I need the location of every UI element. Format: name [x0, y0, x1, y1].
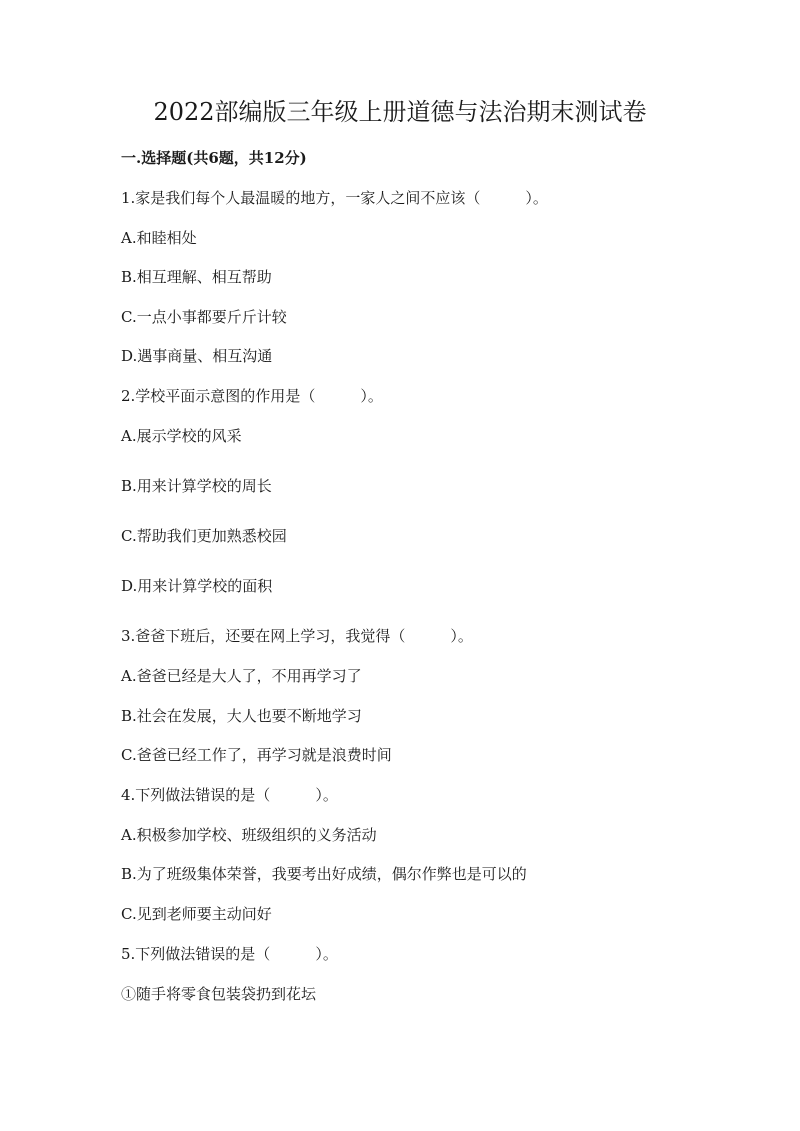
question-2-option-a: A.展示学校的风采 [121, 427, 242, 445]
question-2-option-b: B.用来计算学校的周长 [121, 477, 272, 495]
question-2-option-d: D.用来计算学校的面积 [121, 577, 273, 595]
question-1-stem: 1.家是我们每个人最温暖的地方，一家人之间不应该（ ）。 [121, 189, 548, 207]
question-2-option-c: C.帮助我们更加熟悉校园 [121, 527, 287, 545]
question-1-option-a: A.和睦相处 [121, 229, 197, 247]
question-1-option-c: C.一点小事都要斤斤计较 [121, 308, 287, 326]
question-3-option-a: A.爸爸已经是大人了，不用再学习了 [121, 667, 362, 685]
exam-title: 2022部编版三年级上册道德与法治期末测试卷 [153, 98, 647, 126]
question-4-option-c: C.见到老师要主动问好 [121, 905, 272, 923]
question-2-stem: 2.学校平面示意图的作用是（ ）。 [121, 387, 383, 405]
question-5-stem: 5.下列做法错误的是（ ）。 [121, 945, 338, 963]
question-1-option-d: D.遇事商量、相互沟通 [121, 347, 273, 365]
question-3-stem: 3.爸爸下班后，还要在网上学习，我觉得（ ）。 [121, 627, 473, 645]
question-5-item-1: ①随手将零食包装袋扔到花坛 [121, 985, 317, 1003]
question-4-option-a: A.积极参加学校、班级组织的义务活动 [121, 826, 377, 844]
question-1-option-b: B.相互理解、相互帮助 [121, 268, 272, 286]
question-4-stem: 4.下列做法错误的是（ ）。 [121, 786, 338, 804]
section-heading: 一.选择题(共6题，共12分) [121, 149, 307, 167]
question-4-option-b: B.为了班级集体荣誉，我要考出好成绩，偶尔作弊也是可以的 [121, 865, 527, 883]
question-3-option-b: B.社会在发展，大人也要不断地学习 [121, 707, 362, 725]
question-3-option-c: C.爸爸已经工作了，再学习就是浪费时间 [121, 746, 392, 764]
